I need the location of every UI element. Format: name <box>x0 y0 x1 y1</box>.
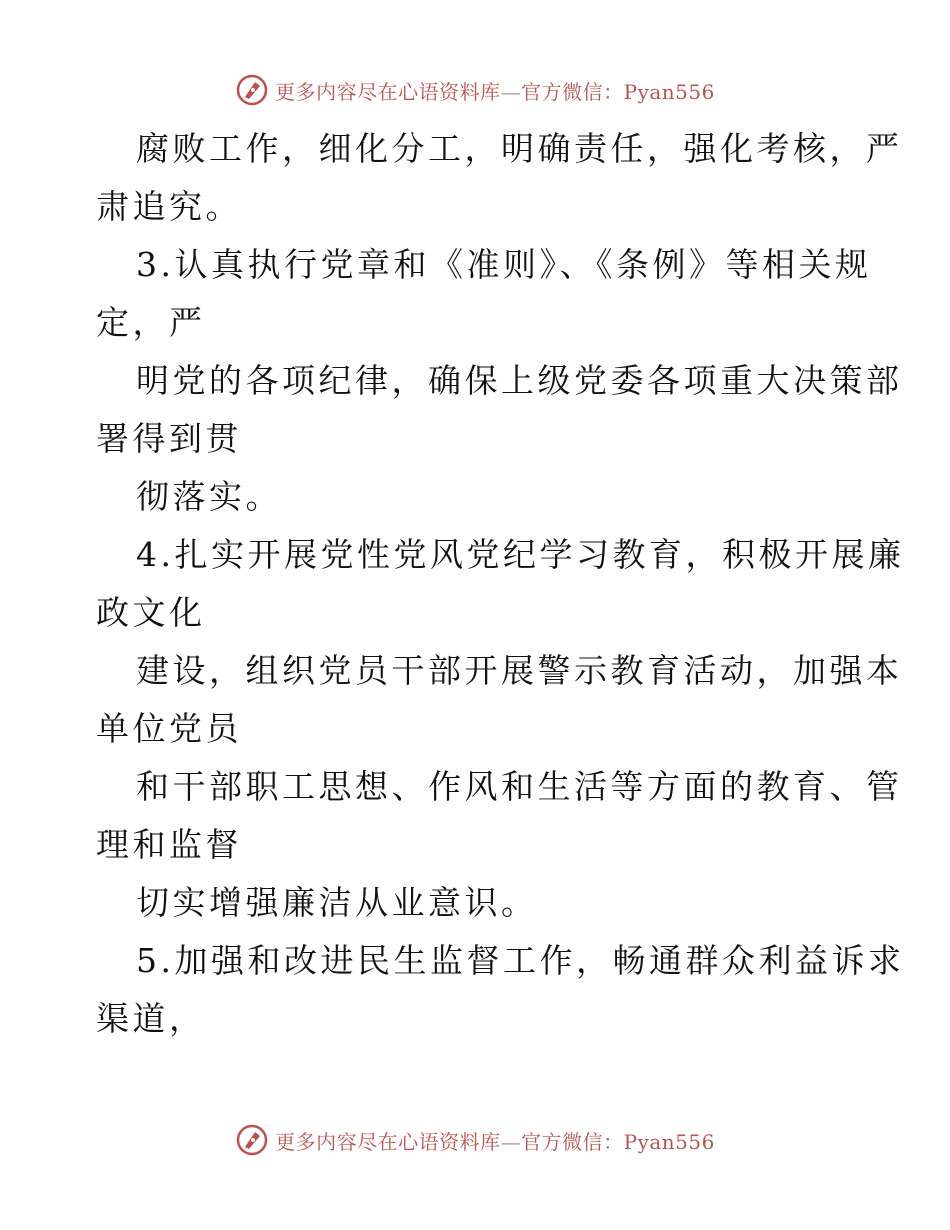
text-line: 定，严 <box>96 303 206 342</box>
text-line: 渠道， <box>96 999 206 1038</box>
text-line: 切实增强廉洁从业意识。 <box>136 883 538 922</box>
text-line: 5.加强和改进民生监督工作，畅通群众利益诉求 <box>136 941 905 980</box>
text-line: 建设，组织党员干部开展警示教育活动，加强本 <box>136 651 903 690</box>
text-line: 肃追究。 <box>96 187 242 226</box>
watermark-text: 更多内容尽在心语资料库—官方微信：Pyan556 <box>275 1129 715 1154</box>
text-line: 4.扎实开展党性党风党纪学习教育，积极开展廉 <box>136 535 905 574</box>
text-line: 理和监督 <box>96 825 242 864</box>
header-watermark <box>0 70 950 110</box>
text-line: 政文化 <box>96 593 206 632</box>
text-line: 明党的各项纪律，确保上级党委各项重大决策部 <box>136 361 903 400</box>
pen-nib-circle-icon <box>235 73 269 107</box>
text-line: 和干部职工思想、作风和生活等方面的教育、管 <box>136 767 903 806</box>
text-line: 3.认真执行党章和《准则》、《条例》等相关规 <box>136 245 872 284</box>
text-line: 单位党员 <box>96 709 242 748</box>
text-line: 腐败工作，细化分工，明确责任，强化考核，严 <box>136 129 903 168</box>
watermark-text: 更多内容尽在心语资料库—官方微信：Pyan556 <box>275 79 715 104</box>
text-line: 彻落实。 <box>136 477 282 516</box>
text-line: 署得到贯 <box>96 419 242 458</box>
footer-watermark <box>0 1120 950 1160</box>
pen-nib-circle-icon <box>235 1123 269 1157</box>
